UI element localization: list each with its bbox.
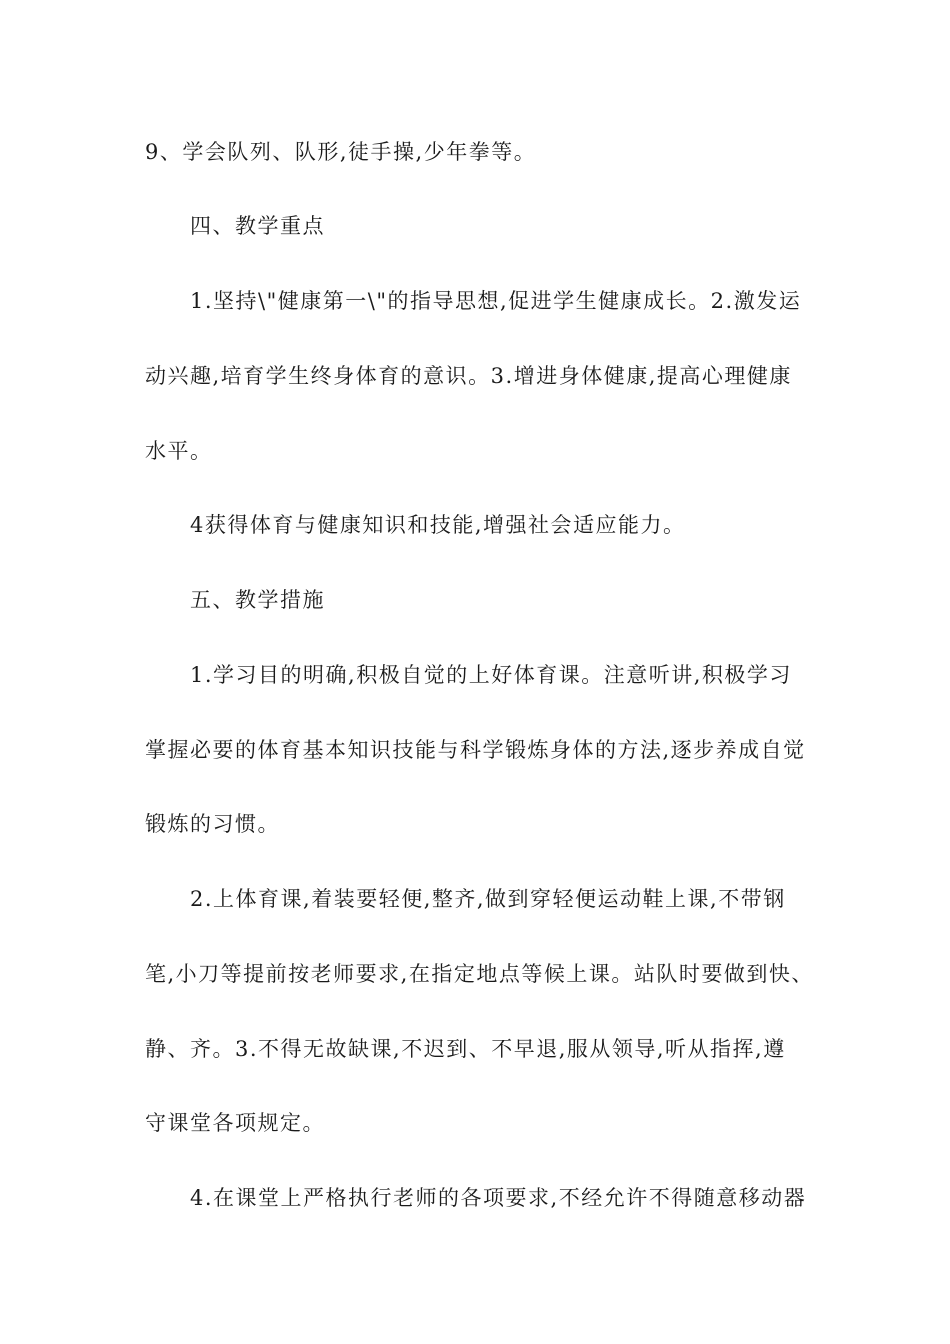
paragraph-line: 1.学习目的明确,积极自觉的上好体育课。注意听讲,积极学习 <box>190 663 792 687</box>
paragraph-line: 4.在课堂上严格执行老师的各项要求,不经允许不得随意移动器 <box>190 1186 807 1210</box>
section-heading-teaching-focus: 四、教学重点 <box>190 214 325 238</box>
paragraph-line: 静、齐。3.不得无故缺课,不迟到、不早退,服从领导,听从指挥,遵 <box>145 1037 786 1061</box>
paragraph-line: 4获得体育与健康知识和技能,增强社会适应能力。 <box>190 513 686 537</box>
list-item-9: 9、学会队列、队形,徒手操,少年拳等。 <box>145 140 537 164</box>
paragraph-line: 2.上体育课,着装要轻便,整齐,做到穿轻便运动鞋上课,不带钢 <box>190 887 786 911</box>
paragraph-line: 锻炼的习惯。 <box>145 812 280 836</box>
paragraph-line: 笔,小刀等提前按老师要求,在指定地点等候上课。站队时要做到快、 <box>145 962 814 986</box>
section-heading-teaching-measures: 五、教学措施 <box>190 588 325 612</box>
paragraph-line: 1.坚持\"健康第一\"的指导思想,促进学生健康成长。2.激发运 <box>190 289 802 313</box>
paragraph-line: 守课堂各项规定。 <box>145 1111 325 1135</box>
paragraph-line: 动兴趣,培育学生终身体育的意识。3.增进身体健康,提高心理健康 <box>145 364 792 388</box>
paragraph-line: 掌握必要的体育基本知识技能与科学锻炼身体的方法,逐步养成自觉 <box>145 738 806 762</box>
paragraph-line: 水平。 <box>145 439 213 463</box>
